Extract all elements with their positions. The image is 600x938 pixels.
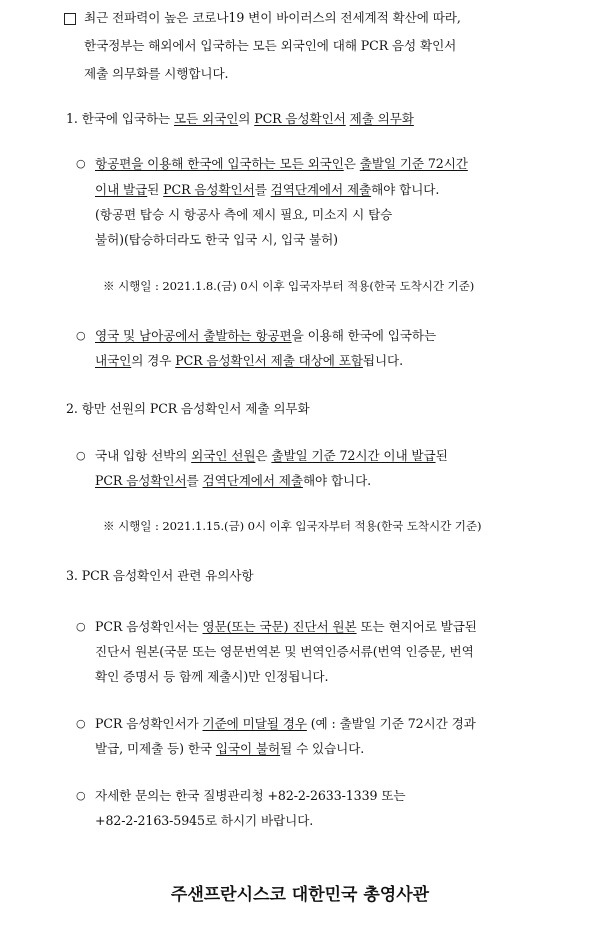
- intro-line-3: 제출 의무화를 시행합니다.: [84, 66, 229, 81]
- s1-b2-line2: [95, 353, 403, 369]
- s1-b1-line3: (항공편 탑승 시 항공사 측에 제시 필요, 미소지 시 탑승: [95, 207, 393, 222]
- s1-b1-l2-mid1: 된: [147, 182, 164, 197]
- s3-b2-l1-start: PCR 음성확인서가: [95, 716, 203, 731]
- s2-b1-l1-u1: 외국인 선원: [191, 448, 256, 463]
- s1-b1-l2-mid2: 를: [254, 182, 271, 197]
- section3-heading: 3. PCR 음성확인서 관련 유의사항: [66, 568, 254, 583]
- s2-b1-line2: [95, 473, 371, 489]
- s2-b1-l1-mid: 은: [255, 448, 272, 463]
- section1-heading-mid1: 의: [238, 111, 255, 126]
- s1-b1-l2-u2: PCR 음성확인서: [163, 182, 255, 197]
- s1-b2-line1: [95, 328, 436, 344]
- s1-b1-l2-u3: 검역단계에서 제출: [270, 182, 372, 197]
- s2-b1-l2-mid: 를: [186, 473, 203, 488]
- s1-b1-l1-mid: 은: [343, 156, 360, 171]
- s2-b1-line1: [95, 448, 448, 464]
- s2-b1-l2-u2: 검역단계에서 제출: [202, 473, 303, 488]
- s3-b1-line2: 진단서 원본(국문 또는 영문번역본 및 번역인증서류(번역 인증문, 번역: [95, 644, 474, 659]
- checkbox-square-icon: [64, 13, 76, 25]
- s1-b2-l1-u1: 영국 및 남아공에서 출발하는 항공편: [95, 328, 292, 343]
- s2-effective-date-note: ※ 시행일 : 2021.1.15.(금) 0시 이후 입국자부터 적용(한국 도착시간 기준): [103, 519, 482, 533]
- s3-b2-l2-start: 발급, 미제출 등) 한국: [95, 741, 216, 756]
- bullet-circle-icon: ○: [76, 449, 86, 462]
- s1-b2-l1-end: 을 이용해 한국에 입국하는: [291, 328, 437, 343]
- s3-b3-line1: 자세한 문의는 한국 질병관리청 +82-2-2633-1339 또는: [95, 788, 406, 803]
- s1-b1-line4: 불허)(탑승하더라도 한국 입국 시, 입국 불허): [95, 232, 338, 247]
- bullet-circle-icon: ○: [76, 620, 86, 633]
- s1-effective-date-note: ※ 시행일 : 2021.1.8.(금) 0시 이후 입국자부터 적용(한국 도착시간 기준): [103, 279, 475, 293]
- s3-b2-l1-end: (예 : 출발일 기준 72시간 경과: [306, 716, 476, 731]
- s1-b1-l2-end: 해야 합니다.: [371, 182, 440, 197]
- intro-line-2: 한국정부는 해외에서 입국하는 모든 외국인에 대해 PCR 음성 확인서: [84, 38, 457, 53]
- section1-heading-mandatory: 제출 의무화: [349, 111, 414, 126]
- bullet-circle-icon: ○: [76, 157, 86, 170]
- s1-b2-l2-end: 됩니다.: [362, 353, 404, 368]
- s3-b2-l2-u1: 입국이 불허: [215, 741, 281, 756]
- s3-b2-line1: [95, 716, 476, 732]
- s3-b1-l1-end: 또는 현지어로 발급된: [356, 619, 477, 634]
- s3-b2-line2: [95, 741, 364, 757]
- bullet-circle-icon: ○: [76, 717, 86, 730]
- s1-b1-l2-u1: 이내 발급: [95, 182, 148, 197]
- section1-heading-all-foreigners: 모든 외국인: [173, 111, 239, 126]
- s1-b2-l2-mid: 의 경우: [131, 353, 176, 368]
- intro-line-1: 최근 전파력이 높은 코로나19 변이 바이러스의 전세계적 확산에 따라,: [84, 10, 461, 25]
- s2-b1-l1-end: 된: [435, 448, 448, 463]
- bullet-circle-icon: ○: [76, 329, 86, 342]
- bullet-circle-icon: ○: [76, 789, 86, 802]
- s1-b2-l2-u2: PCR 음성확인서 제출 대상에 포함: [175, 353, 363, 368]
- s3-b2-l2-end: 될 수 있습니다.: [280, 741, 365, 756]
- s3-b1-line3: 확인 증명서 등 함께 제출시)만 인정됩니다.: [95, 669, 329, 684]
- section1-heading: [66, 111, 414, 127]
- section2-heading: 2. 항만 선원의 PCR 음성확인서 제출 의무화: [66, 401, 310, 416]
- s1-b2-l2-u1: 내국인: [95, 353, 132, 368]
- section1-heading-prefix: 1. 한국에 입국하는: [66, 111, 174, 126]
- s3-b2-l1-u1: 기준에 미달될 경우: [202, 716, 307, 731]
- s2-b1-l1-start: 국내 입항 선박의: [95, 448, 192, 463]
- s2-b1-l1-u2: 출발일 기준 72시간 이내 발급: [271, 448, 436, 463]
- s3-b1-l1-u1: 영문(또는 국문) 진단서 원본: [202, 619, 357, 634]
- s2-b1-l2-u1: PCR 음성확인서: [95, 473, 187, 488]
- s3-b1-l1-start: PCR 음성확인서는: [95, 619, 203, 634]
- s3-b1-line1: [95, 619, 477, 635]
- s1-b1-line2: [95, 182, 439, 198]
- s1-b1-l1-u2: 출발일 기준 72시간: [359, 156, 468, 171]
- section1-heading-pcr: PCR 음성확인서: [254, 111, 346, 126]
- s1-b1-l1-u1: 항공편을 이용해 한국에 입국하는 모든 외국인: [95, 156, 344, 171]
- s3-b3-line2: +82-2-2163-5945로 하시기 바랍니다.: [95, 813, 314, 828]
- s2-b1-l2-end: 해야 합니다.: [302, 473, 372, 488]
- consulate-signature: 주샌프란시스코 대한민국 총영사관: [170, 885, 430, 905]
- s1-b1-line1: [95, 156, 468, 172]
